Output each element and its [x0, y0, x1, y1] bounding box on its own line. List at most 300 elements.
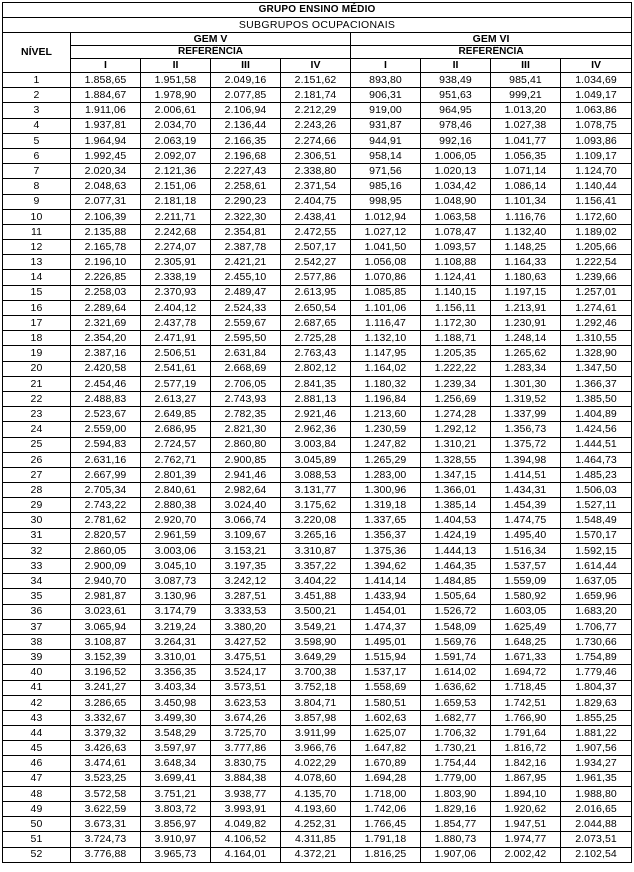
ref-column-header: II	[421, 59, 491, 73]
value-cell: 1.385,50	[561, 391, 632, 406]
nivel-cell: 1	[3, 73, 71, 88]
value-cell: 3.332,67	[71, 710, 141, 725]
value-cell: 992,16	[421, 133, 491, 148]
value-cell: 2.048,63	[71, 179, 141, 194]
value-cell: 1.205,66	[561, 240, 632, 255]
value-cell: 3.003,84	[281, 437, 351, 452]
value-cell: 2.454,46	[71, 376, 141, 391]
value-cell: 3.131,77	[281, 483, 351, 498]
value-cell: 1.347,15	[421, 467, 491, 482]
value-cell: 2.181,18	[141, 194, 211, 209]
value-cell: 3.597,97	[141, 741, 211, 756]
value-cell: 1.310,21	[421, 437, 491, 452]
value-cell: 1.647,82	[351, 741, 421, 756]
value-cell: 1.934,27	[561, 756, 632, 771]
value-cell: 2.940,70	[71, 574, 141, 589]
value-cell: 1.706,32	[421, 726, 491, 741]
value-cell: 1.444,51	[561, 437, 632, 452]
value-cell: 2.016,65	[561, 802, 632, 817]
value-cell: 4.252,31	[281, 817, 351, 832]
table-row	[3, 559, 632, 574]
value-cell: 2.006,61	[141, 103, 211, 118]
table-row	[3, 847, 632, 862]
value-cell: 3.404,22	[281, 574, 351, 589]
value-cell: 2.705,34	[71, 483, 141, 498]
value-cell: 1.257,01	[561, 285, 632, 300]
value-cell: 1.867,95	[491, 771, 561, 786]
nivel-cell: 3	[3, 103, 71, 118]
value-cell: 3.751,21	[141, 786, 211, 801]
group-header-gem-vi: GEM VI	[351, 33, 632, 46]
value-cell: 1.404,53	[421, 513, 491, 528]
value-cell: 3.724,73	[71, 832, 141, 847]
value-cell: 2.322,30	[211, 209, 281, 224]
value-cell: 3.451,88	[281, 589, 351, 604]
table-row	[3, 346, 632, 361]
value-cell: 2.370,93	[141, 285, 211, 300]
value-cell: 3.673,31	[71, 817, 141, 832]
value-cell: 2.507,17	[281, 240, 351, 255]
table-row	[3, 452, 632, 467]
group-header-gem-v: GEM V	[71, 33, 351, 46]
value-cell: 3.108,87	[71, 634, 141, 649]
value-cell: 1.164,02	[351, 361, 421, 376]
value-cell: 1.013,20	[491, 103, 561, 118]
nivel-cell: 42	[3, 695, 71, 710]
value-cell: 2.305,91	[141, 255, 211, 270]
value-cell: 3.265,16	[281, 528, 351, 543]
value-cell: 2.371,54	[281, 179, 351, 194]
value-cell: 985,41	[491, 73, 561, 88]
value-cell: 1.301,30	[491, 376, 561, 391]
value-cell: 2.077,85	[211, 88, 281, 103]
value-cell: 2.577,86	[281, 270, 351, 285]
value-cell: 1.180,32	[351, 376, 421, 391]
nivel-cell: 36	[3, 604, 71, 619]
nivel-cell: 50	[3, 817, 71, 832]
value-cell: 3.938,77	[211, 786, 281, 801]
value-cell: 1.366,37	[561, 376, 632, 391]
value-cell: 3.310,87	[281, 543, 351, 558]
value-cell: 1.558,69	[351, 680, 421, 695]
value-cell: 1.078,75	[561, 118, 632, 133]
value-cell: 1.495,40	[491, 528, 561, 543]
value-cell: 3.699,41	[141, 771, 211, 786]
value-cell: 893,80	[351, 73, 421, 88]
value-cell: 1.292,46	[561, 316, 632, 331]
value-cell: 2.613,27	[141, 391, 211, 406]
value-cell: 1.881,22	[561, 726, 632, 741]
value-cell: 1.603,05	[491, 604, 561, 619]
value-cell: 1.648,25	[491, 634, 561, 649]
table-row	[3, 543, 632, 558]
nivel-cell: 12	[3, 240, 71, 255]
value-cell: 1.101,06	[351, 300, 421, 315]
salary-table	[2, 2, 632, 863]
value-cell: 1.880,73	[421, 832, 491, 847]
value-cell: 2.437,78	[141, 316, 211, 331]
value-cell: 1.140,15	[421, 285, 491, 300]
value-cell: 1.265,62	[491, 346, 561, 361]
value-cell: 3.109,67	[211, 528, 281, 543]
value-cell: 2.211,71	[141, 209, 211, 224]
value-cell: 3.196,52	[71, 665, 141, 680]
nivel-cell: 37	[3, 619, 71, 634]
value-cell: 1.580,92	[491, 589, 561, 604]
value-cell: 1.816,25	[351, 847, 421, 862]
value-cell: 3.803,72	[141, 802, 211, 817]
value-cell: 1.404,89	[561, 407, 632, 422]
table-row	[3, 680, 632, 695]
nivel-cell: 48	[3, 786, 71, 801]
table-row	[3, 650, 632, 665]
table-row	[3, 786, 632, 801]
value-cell: 2.258,03	[71, 285, 141, 300]
value-cell: 1.829,63	[561, 695, 632, 710]
value-cell: 2.136,44	[211, 118, 281, 133]
table-row	[3, 741, 632, 756]
value-cell: 2.962,36	[281, 422, 351, 437]
value-cell: 3.777,86	[211, 741, 281, 756]
value-cell: 1.156,41	[561, 194, 632, 209]
value-cell: 3.403,34	[141, 680, 211, 695]
value-cell: 1.156,11	[421, 300, 491, 315]
value-cell: 1.394,98	[491, 452, 561, 467]
value-cell: 3.380,20	[211, 619, 281, 634]
value-cell: 1.474,75	[491, 513, 561, 528]
referencia-header-gem-v: REFERÊNCIA	[71, 46, 351, 59]
value-cell: 1.978,90	[141, 88, 211, 103]
value-cell: 1.484,85	[421, 574, 491, 589]
value-cell: 3.426,63	[71, 741, 141, 756]
value-cell: 1.548,09	[421, 619, 491, 634]
value-cell: 2.686,95	[141, 422, 211, 437]
nivel-cell: 34	[3, 574, 71, 589]
value-cell: 1.683,20	[561, 604, 632, 619]
value-cell: 2.165,78	[71, 240, 141, 255]
nivel-cell: 6	[3, 148, 71, 163]
value-cell: 3.830,75	[211, 756, 281, 771]
value-cell: 958,14	[351, 148, 421, 163]
value-cell: 1.213,60	[351, 407, 421, 422]
value-cell: 1.614,02	[421, 665, 491, 680]
table-row	[3, 407, 632, 422]
value-cell: 1.116,76	[491, 209, 561, 224]
nivel-cell: 26	[3, 452, 71, 467]
value-cell: 1.694,28	[351, 771, 421, 786]
ref-column-header: IV	[561, 59, 632, 73]
value-cell: 978,46	[421, 118, 491, 133]
value-cell: 2.404,12	[141, 300, 211, 315]
nivel-cell: 13	[3, 255, 71, 270]
value-cell: 1.505,64	[421, 589, 491, 604]
value-cell: 3.003,06	[141, 543, 211, 558]
value-cell: 1.222,54	[561, 255, 632, 270]
value-cell: 1.884,67	[71, 88, 141, 103]
value-cell: 1.356,37	[351, 528, 421, 543]
value-cell: 1.375,36	[351, 543, 421, 558]
value-cell: 1.147,95	[351, 346, 421, 361]
value-cell: 2.242,68	[141, 224, 211, 239]
value-cell: 1.527,11	[561, 498, 632, 513]
value-cell: 2.438,41	[281, 209, 351, 224]
value-cell: 1.265,29	[351, 452, 421, 467]
nivel-cell: 9	[3, 194, 71, 209]
value-cell: 1.951,58	[141, 73, 211, 88]
value-cell: 2.881,13	[281, 391, 351, 406]
value-cell: 2.724,57	[141, 437, 211, 452]
table-row	[3, 300, 632, 315]
value-cell: 3.087,73	[141, 574, 211, 589]
value-cell: 1.842,16	[491, 756, 561, 771]
value-cell: 1.974,77	[491, 832, 561, 847]
nivel-cell: 39	[3, 650, 71, 665]
value-cell: 1.337,65	[351, 513, 421, 528]
value-cell: 1.907,06	[421, 847, 491, 862]
table-row	[3, 285, 632, 300]
nivel-cell: 20	[3, 361, 71, 376]
value-cell: 998,95	[351, 194, 421, 209]
value-cell: 2.841,35	[281, 376, 351, 391]
value-cell: 1.506,03	[561, 483, 632, 498]
value-cell: 1.034,69	[561, 73, 632, 88]
table-row	[3, 316, 632, 331]
table-row	[3, 209, 632, 224]
value-cell: 2.073,51	[561, 832, 632, 847]
value-cell: 3.623,53	[211, 695, 281, 710]
value-cell: 3.993,91	[211, 802, 281, 817]
value-cell: 3.024,40	[211, 498, 281, 513]
value-cell: 1.006,05	[421, 148, 491, 163]
value-cell: 1.988,80	[561, 786, 632, 801]
value-cell: 3.752,18	[281, 680, 351, 695]
value-cell: 1.337,99	[491, 407, 561, 422]
value-cell: 2.290,23	[211, 194, 281, 209]
value-cell: 1.485,23	[561, 467, 632, 482]
value-cell: 1.911,06	[71, 103, 141, 118]
value-cell: 1.205,35	[421, 346, 491, 361]
value-cell: 1.292,12	[421, 422, 491, 437]
table-row	[3, 604, 632, 619]
value-cell: 3.523,25	[71, 771, 141, 786]
value-cell: 2.387,16	[71, 346, 141, 361]
value-cell: 1.816,72	[491, 741, 561, 756]
value-cell: 1.920,62	[491, 802, 561, 817]
value-cell: 2.020,34	[71, 164, 141, 179]
table-title: GRUPO ENSINO MÉDIO	[3, 3, 632, 18]
table-row	[3, 376, 632, 391]
table-row	[3, 361, 632, 376]
value-cell: 1.140,44	[561, 179, 632, 194]
value-cell: 3.474,61	[71, 756, 141, 771]
value-cell: 2.762,71	[141, 452, 211, 467]
value-cell: 4.164,01	[211, 847, 281, 862]
table-row	[3, 528, 632, 543]
value-cell: 1.730,66	[561, 634, 632, 649]
value-cell: 3.175,62	[281, 498, 351, 513]
value-cell: 2.488,83	[71, 391, 141, 406]
nivel-cell: 32	[3, 543, 71, 558]
value-cell: 1.230,59	[351, 422, 421, 437]
value-cell: 1.964,94	[71, 133, 141, 148]
value-cell: 2.274,07	[141, 240, 211, 255]
nivel-cell: 10	[3, 209, 71, 224]
value-cell: 2.559,67	[211, 316, 281, 331]
value-cell: 2.650,54	[281, 300, 351, 315]
value-cell: 3.088,53	[281, 467, 351, 482]
value-cell: 2.258,61	[211, 179, 281, 194]
value-cell: 2.196,10	[71, 255, 141, 270]
value-cell: 2.802,12	[281, 361, 351, 376]
nivel-cell: 38	[3, 634, 71, 649]
value-cell: 2.542,27	[281, 255, 351, 270]
value-cell: 2.631,16	[71, 452, 141, 467]
value-cell: 1.385,14	[421, 498, 491, 513]
value-cell: 2.455,10	[211, 270, 281, 285]
value-cell: 1.937,81	[71, 118, 141, 133]
value-cell: 1.474,37	[351, 619, 421, 634]
value-cell: 2.900,09	[71, 559, 141, 574]
value-cell: 3.197,35	[211, 559, 281, 574]
table-row	[3, 118, 632, 133]
table-row	[3, 574, 632, 589]
table-row	[3, 103, 632, 118]
value-cell: 4.049,82	[211, 817, 281, 832]
nivel-cell: 51	[3, 832, 71, 847]
value-cell: 2.577,19	[141, 376, 211, 391]
table-row	[3, 270, 632, 285]
nivel-cell: 43	[3, 710, 71, 725]
value-cell: 3.287,51	[211, 589, 281, 604]
value-cell: 1.569,76	[421, 634, 491, 649]
value-cell: 2.092,07	[141, 148, 211, 163]
nivel-cell: 21	[3, 376, 71, 391]
value-cell: 2.961,59	[141, 528, 211, 543]
value-cell: 1.625,07	[351, 726, 421, 741]
nivel-cell: 17	[3, 316, 71, 331]
value-cell: 1.779,00	[421, 771, 491, 786]
value-cell: 1.894,10	[491, 786, 561, 801]
value-cell: 1.078,47	[421, 224, 491, 239]
table-row	[3, 179, 632, 194]
value-cell: 1.056,35	[491, 148, 561, 163]
value-cell: 2.900,85	[211, 452, 281, 467]
value-cell: 2.613,95	[281, 285, 351, 300]
table-row	[3, 73, 632, 88]
value-cell: 3.622,59	[71, 802, 141, 817]
value-cell: 1.791,64	[491, 726, 561, 741]
value-cell: 1.444,13	[421, 543, 491, 558]
value-cell: 3.965,73	[141, 847, 211, 862]
value-cell: 3.310,01	[141, 650, 211, 665]
table-row	[3, 148, 632, 163]
value-cell: 1.570,17	[561, 528, 632, 543]
table-row	[3, 240, 632, 255]
value-cell: 4.022,29	[281, 756, 351, 771]
value-cell: 2.668,69	[211, 361, 281, 376]
value-cell: 3.573,51	[211, 680, 281, 695]
value-cell: 3.475,51	[211, 650, 281, 665]
value-cell: 3.241,27	[71, 680, 141, 695]
value-cell: 1.283,00	[351, 467, 421, 482]
value-cell: 944,91	[351, 133, 421, 148]
value-cell: 2.821,30	[211, 422, 281, 437]
value-cell: 3.066,74	[211, 513, 281, 528]
value-cell: 2.860,05	[71, 543, 141, 558]
value-cell: 2.489,47	[211, 285, 281, 300]
value-cell: 1.124,41	[421, 270, 491, 285]
value-cell: 1.526,72	[421, 604, 491, 619]
value-cell: 1.172,60	[561, 209, 632, 224]
nivel-cell: 7	[3, 164, 71, 179]
value-cell: 3.065,94	[71, 619, 141, 634]
value-cell: 2.135,88	[71, 224, 141, 239]
value-cell: 985,16	[351, 179, 421, 194]
value-cell: 1.854,77	[421, 817, 491, 832]
value-cell: 1.592,15	[561, 543, 632, 558]
table-row	[3, 726, 632, 741]
nivel-cell: 18	[3, 331, 71, 346]
value-cell: 1.454,39	[491, 498, 561, 513]
ref-column-header: III	[211, 59, 281, 73]
ref-column-header: II	[141, 59, 211, 73]
table-row	[3, 756, 632, 771]
value-cell: 1.063,86	[561, 103, 632, 118]
value-cell: 3.356,35	[141, 665, 211, 680]
value-cell: 1.454,01	[351, 604, 421, 619]
value-cell: 1.671,33	[491, 650, 561, 665]
value-cell: 1.855,25	[561, 710, 632, 725]
value-cell: 4.372,21	[281, 847, 351, 862]
value-cell: 931,87	[351, 118, 421, 133]
value-cell: 4.106,52	[211, 832, 281, 847]
value-cell: 1.858,65	[71, 73, 141, 88]
value-cell: 3.427,52	[211, 634, 281, 649]
value-cell: 1.071,14	[491, 164, 561, 179]
value-cell: 1.347,50	[561, 361, 632, 376]
nivel-cell: 14	[3, 270, 71, 285]
value-cell: 2.321,69	[71, 316, 141, 331]
value-cell: 1.222,22	[421, 361, 491, 376]
nivel-cell: 22	[3, 391, 71, 406]
value-cell: 938,49	[421, 73, 491, 88]
value-cell: 1.464,73	[561, 452, 632, 467]
value-cell: 2.227,43	[211, 164, 281, 179]
value-cell: 3.264,31	[141, 634, 211, 649]
nivel-cell: 35	[3, 589, 71, 604]
value-cell: 2.725,28	[281, 331, 351, 346]
nivel-cell: 4	[3, 118, 71, 133]
value-cell: 2.212,29	[281, 103, 351, 118]
value-cell: 2.559,00	[71, 422, 141, 437]
ref-column-header: IV	[281, 59, 351, 73]
value-cell: 1.366,01	[421, 483, 491, 498]
value-cell: 1.274,28	[421, 407, 491, 422]
value-cell: 2.421,21	[211, 255, 281, 270]
table-row	[3, 634, 632, 649]
value-cell: 3.379,32	[71, 726, 141, 741]
value-cell: 1.056,08	[351, 255, 421, 270]
value-cell: 1.034,42	[421, 179, 491, 194]
nivel-cell: 23	[3, 407, 71, 422]
table-row	[3, 133, 632, 148]
value-cell: 2.941,46	[211, 467, 281, 482]
value-cell: 2.404,75	[281, 194, 351, 209]
value-cell: 3.219,24	[141, 619, 211, 634]
ref-column-header: I	[71, 59, 141, 73]
value-cell: 2.196,68	[211, 148, 281, 163]
table-row	[3, 88, 632, 103]
